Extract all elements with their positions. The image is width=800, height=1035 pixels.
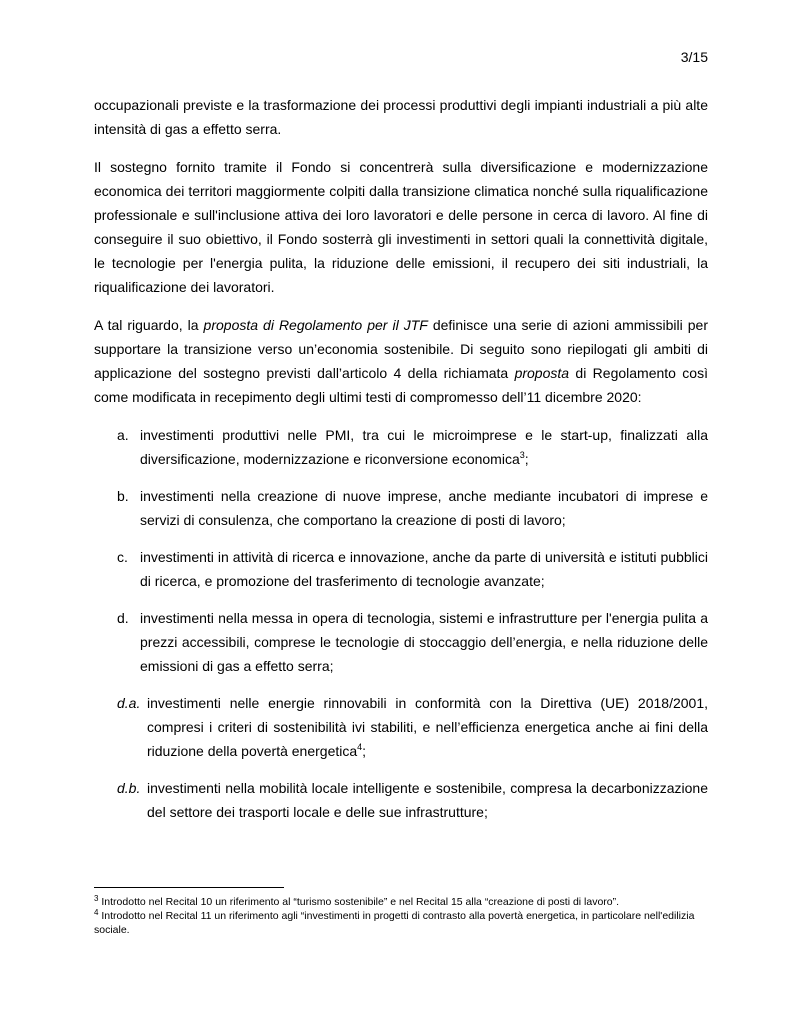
list-marker: d.: [117, 610, 129, 626]
list-marker: d.b.: [117, 780, 141, 796]
intro-paragraph: A tal riguardo, la proposta di Regolamento per il JTF definisce una serie di azioni ammissibili per supportare la transizione verso un’economia sostenibile. Di seguito sono riepilogati gli ambiti di applicazione del sostegno previsti dall’articolo 4 della richiamata proposta di Regolamento così come modificata in recepimento degli ultimi testi di compromesso dell’11 dicembre 2020:: [94, 317, 708, 405]
footnote: $^4$ Introdotto nel Recital 11 un riferimento agli “investimenti in progetti di contrasto alla povertà energetica, in particolare nell'edilizia sociale.: [94, 908, 695, 936]
list-marker: d.a.: [117, 695, 141, 711]
list-item: [94, 691, 708, 763]
regulation-proposal-italic: proposta di Regolamento per il JTF: [203, 317, 428, 333]
list-item-text: investimenti nelle energie rinnovabili in conformità con la Direttiva (UE) 2018/2001, compresi i criteri di sostenibilità ivi stabiliti, e nell’efficienza energetica anche ai fini della riduzione della povertà energetica$^4$;: [147, 695, 708, 759]
list-item-text: investimenti nella creazione di nuove imprese, anche mediante incubatori di imprese e servizi di consulenza, che comportano la creazione di posti di lavoro;: [140, 488, 708, 528]
list-item: [94, 606, 708, 678]
proposta-italic: proposta: [514, 365, 570, 381]
page-number: 3/15: [680, 49, 708, 65]
list-item-text: investimenti nella messa in opera di tecnologia, sistemi e infrastrutture per l'energia pulita a prezzi accessibili, comprese le tecnologie di stoccaggio dell’energia, e nella riduzione delle emissioni di gas a effetto serra;: [140, 610, 708, 674]
footnote-ref: 3: [519, 450, 525, 460]
footnote: $^3$ Introdotto nel Recital 10 un riferimento al “turismo sostenibile” e nel Recital 15 alla “creazione di posti di lavoro”.: [94, 894, 620, 908]
list-item-text: investimenti in attività di ricerca e innovazione, anche da parte di università e istituti pubblici di ricerca, e promozione del trasferimento di tecnologie avanzate;: [140, 549, 708, 589]
footnote-number: 3: [94, 894, 99, 903]
list-marker: a.: [117, 427, 129, 443]
paragraph: occupazionali previste e la trasformazione dei processi produttivi degli impianti industriali a più alte intensità di gas a effetto serra.: [94, 97, 708, 137]
list-item-text: investimenti produttivi nelle PMI, tra cui le microimprese e le start-up, finalizzati alla diversificazione, modernizzazione e riconversione economica$^3$;: [140, 427, 708, 467]
list-item: [94, 545, 708, 593]
document-body: [94, 93, 708, 837]
footnotes: [94, 895, 708, 937]
eligible-actions-list: [94, 423, 708, 824]
list-marker: c.: [117, 549, 128, 565]
list-item: [94, 423, 708, 471]
list-item: [94, 776, 708, 824]
footnote-separator: [94, 887, 284, 888]
list-item: [94, 484, 708, 532]
list-item-text: investimenti nella mobilità locale intelligente e sostenibile, compresa la decarbonizzazione del settore dei trasporti locale e delle sue infrastrutture;: [147, 780, 708, 820]
footnote-number: 4: [94, 908, 99, 917]
footnote-ref: 4: [357, 742, 363, 752]
paragraph: Il sostegno fornito tramite il Fondo si concentrerà sulla diversificazione e modernizzazione economica dei territori maggiormente colpiti dalla transizione climatica nonché sulla riqualificazione professionale e sull'inclusione attiva dei loro lavoratori e delle persone in cerca di lavoro. Al fine di conseguire il suo obiettivo, il Fondo sosterrà gli investimenti in settori quali la connettività digitale, le tecnologie per l'energia pulita, la riduzione delle emissioni, il recupero dei siti industriali, la riqualificazione dei lavoratori.: [94, 159, 708, 295]
list-marker: b.: [117, 488, 129, 504]
